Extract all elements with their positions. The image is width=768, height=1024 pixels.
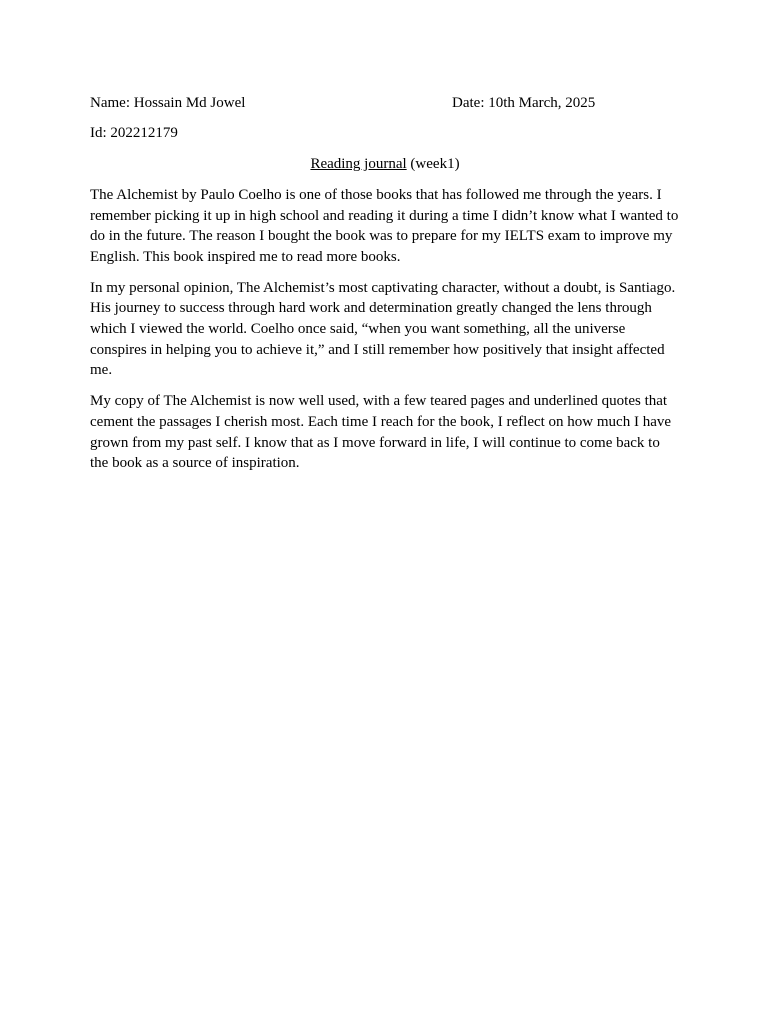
paragraph-3: My copy of The Alchemist is now well used, with a few teared pages and underlined quotes that cement the passages I cherish most. Each time I reach for the book, I reflect on how much I have grown from my past self. I know that as I move forward in life, I will continue to come back to the book as a source of inspiration. [90,393,672,472]
journal-date: Date: 10th March, 2025 [452,95,596,111]
header-line [90,93,680,113]
student-id: Id: 202212179 [90,125,178,141]
journal-body [90,185,680,484]
journal-title-week: (week1) [410,156,460,172]
journal-title [90,154,680,174]
journal-title-main: Reading journal [310,156,407,172]
paragraph-2: In my personal opinion, The Alchemist’s most captivating character, without a doubt, is Santiago. His journey to success through hard work and determination greatly changed the lens through which I viewed the world. Coelho once said, “when you want something, all the universe conspires in helping you to achieve it,” and I still remember how positively that insight affected me. [90,279,676,379]
paragraph-1: The Alchemist by Paulo Coelho is one of those books that has followed me through the years. I remember picking it up in high school and reading it during a time I didn’t know what I wanted to do in the future. The reason I bought the book was to prepare for my IELTS exam to improve my English. This book inspired me to read more books. [90,187,679,265]
student-name: Name: Hossain Md Jowel [90,95,246,111]
